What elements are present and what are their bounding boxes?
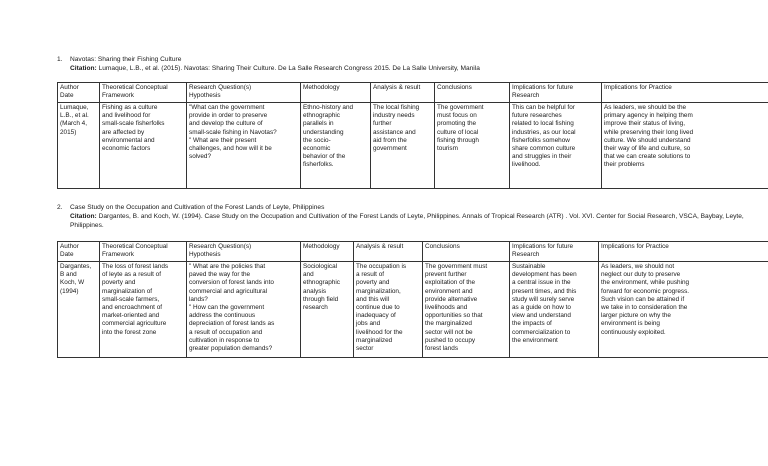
header-conclusions: Conclusions [435, 83, 510, 103]
citation [70, 212, 750, 230]
header-author-date: Author Date [58, 83, 100, 103]
citation-text: Lumaque, L.B., et al. (2015). Navotas: Sharing Their Culture. De La Salle Research Congress 2015. De La Salle University, Manila [96, 65, 480, 72]
cell-practice: As leaders, we should not neglect our duty to preserve the environment, while pushing forward for economic progress. Such vision can be attained if we take in to consideration the larger picture on why the environment is being continuously exploited. [599, 262, 768, 358]
cell-conclusions: The government must prevent further exploitation of the environment and provide alternative livelihoods and opportunities so that the marginalized sector will not be pushed to occupy forest lands [423, 262, 510, 358]
entry-number: 2. [57, 204, 63, 211]
header-analysis: Analysis & result [354, 242, 423, 262]
review-table-1 [57, 82, 768, 189]
header-practice: Implications for Practice [602, 83, 768, 103]
citation-label: Citation: [70, 65, 97, 72]
cell-methodology: Sociological and ethnographic analysis through field research [301, 262, 354, 358]
cell-framework: The loss of forest lands of leyte as a result of poverty and marginalization of small-scale farmers, and encroachment of market-oriented and commercial agriculture into the forest zone [100, 262, 187, 358]
citation-label: Citation: [70, 213, 97, 220]
header-practice: Implications for Practice [599, 242, 768, 262]
entry-title: Navotas: Sharing their Fishing Culture [70, 56, 182, 63]
cell-research-question: " What are the policies that paved the way for the conversion of forest lands into commercial and agricultural lands? " How can the government address the continuous depreciation of forest lands as a result of occupation and cultivation in response to greater population demands? [187, 262, 301, 358]
table-row [58, 262, 768, 358]
cell-author-date: Lumaque, L.B., et al. (March 4, 2015) [58, 103, 100, 189]
cell-practice: As leaders, we should be the primary agency in helping them improve their status of living, while preserving their long lived culture. We should understand their way of life and culture, so that we can create solutions to their problems [602, 103, 768, 189]
cell-analysis: The occupation is a result of poverty and marginalization, and this will continue due to inadequacy of jobs and livelihood for the marginalized sector [354, 262, 423, 358]
header-methodology: Methodology [301, 83, 371, 103]
entry-1-heading [57, 55, 750, 73]
header-analysis: Analysis & result [371, 83, 435, 103]
cell-research-question: "What can the government provide in order to preserve and develop the culture of small-scale fishing in Navotas? " What are their present challenges, and how will it be solved? [187, 103, 301, 189]
header-research-question: Research Question(s) Hypothesis [187, 83, 301, 103]
entry-number: 1. [57, 56, 63, 63]
header-future-research: Implications for future Research [510, 83, 602, 103]
header-research-question: Research Question(s) Hypothesis [187, 242, 301, 262]
header-framework: Theoretical Conceptual Framework [100, 83, 187, 103]
header-methodology: Methodology [301, 242, 354, 262]
cell-future-research: This can be helpful for future researches related to local fishing industries, as our local fisherfolks somehow share common culture and struggles in their livelihood. [510, 103, 602, 189]
cell-framework: Fishing as a culture and livelihood for small-scale fisherfolks are affected by environmental and economic factors [100, 103, 187, 189]
cell-methodology: Ethno-history and ethnographic parallels in understanding the socio- economic behavior of the fisherfolks. [301, 103, 371, 189]
header-author-date: Author Date [58, 242, 100, 262]
review-table-2 [57, 241, 768, 358]
citation-text: Dargantes, B. and Koch, W. (1994). Case Study on the Occupation and Cultivation of the Forest Lands of Leyte, Philippines. Annals of Tropical Research (ATR) . Vol. XVI. Center for Social Research, VSCA, Baybay, Leyte, Philippines. [70, 213, 744, 229]
header-future-research: Implications for future Research [510, 242, 599, 262]
header-framework: Theoretical Conceptual Framework [100, 242, 187, 262]
table-row [58, 103, 768, 189]
cell-future-research: Sustainable development has been a central issue in the present times, and this study will surely serve as a guide on how to view and understand the impacts of commercialization to the environment [510, 262, 599, 358]
cell-conclusions: The government must focus on promoting the culture of local fishing through tourism [435, 103, 510, 189]
citation [70, 64, 750, 73]
entry-2-heading [57, 203, 750, 230]
header-conclusions: Conclusions [423, 242, 510, 262]
cell-author-date: Dargantes, B and Koch, W (1994) [58, 262, 100, 358]
entry-title: Case Study on the Occupation and Cultivation of the Forest Lands of Leyte, Philippines [70, 204, 325, 211]
cell-analysis: The local fishing industry needs further assistance and aid from the government [371, 103, 435, 189]
